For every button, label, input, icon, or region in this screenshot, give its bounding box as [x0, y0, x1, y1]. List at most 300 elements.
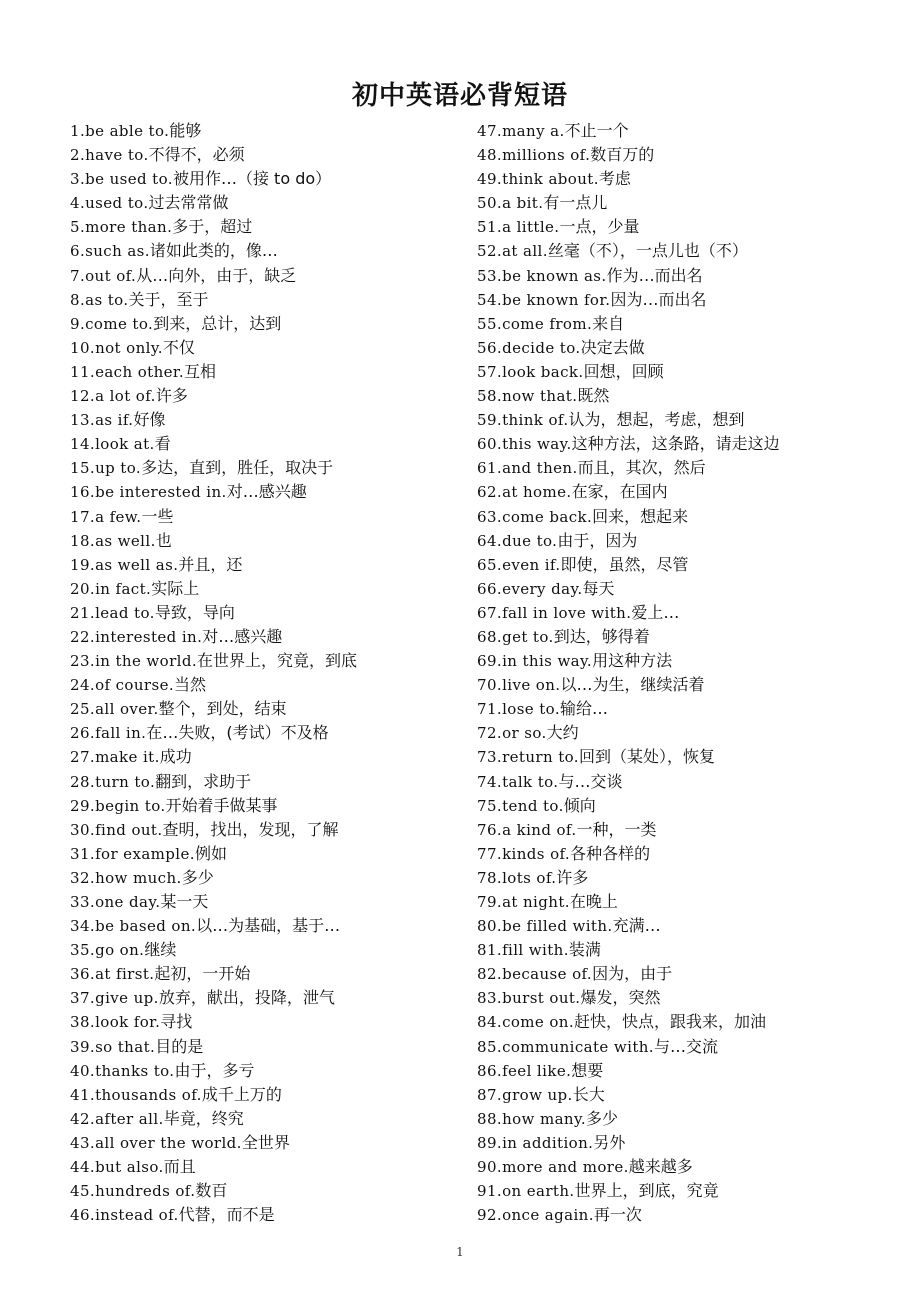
phrase-number: 48. — [477, 146, 503, 165]
phrase-english: so that. — [95, 1037, 156, 1056]
phrase-chinese: 全世界 — [241, 1132, 290, 1152]
phrase-chinese: 因为…而出名 — [610, 289, 707, 309]
phrase-item — [477, 1010, 897, 1034]
phrase-chinese: 成功 — [159, 747, 192, 767]
phrase-english: burst out. — [502, 989, 581, 1008]
phrase-english: but also. — [95, 1158, 164, 1177]
phrase-item — [70, 577, 470, 601]
page-number: 1 — [456, 1245, 464, 1259]
phrase-chinese: 既然 — [577, 386, 610, 406]
phrase-number: 81. — [477, 941, 503, 960]
phrase-english: a few. — [95, 507, 142, 526]
phrase-english: kinds of. — [502, 844, 571, 863]
phrase-item — [70, 553, 470, 577]
phrase-english: look for. — [95, 1013, 161, 1032]
phrase-item — [477, 553, 897, 577]
phrase-chinese: 放弃，献出，投降，泄气 — [158, 988, 335, 1008]
phrase-item — [70, 1155, 470, 1179]
phrase-item — [477, 938, 897, 962]
phrase-english: grow up. — [502, 1085, 573, 1104]
phrase-item — [477, 1107, 897, 1131]
phrase-number: 50. — [477, 194, 503, 213]
phrase-english: instead of. — [95, 1206, 179, 1225]
phrase-number: 7. — [70, 266, 86, 285]
phrase-chinese: 来自 — [592, 313, 625, 333]
phrase-number: 53. — [477, 266, 503, 285]
phrase-item — [477, 721, 897, 745]
phrase-chinese: 当然 — [174, 675, 207, 695]
phrase-item — [477, 143, 897, 167]
phrase-number: 56. — [477, 338, 503, 357]
phrase-item — [477, 1203, 897, 1227]
phrase-english: in this way. — [502, 652, 593, 671]
phrase-item — [70, 962, 470, 986]
phrase-english: be interested in. — [95, 483, 227, 502]
phrase-chinese: 在世界上，究竟，到底 — [197, 651, 358, 671]
phrase-chinese: 长大 — [572, 1084, 605, 1104]
phrase-english: thanks to. — [95, 1061, 175, 1080]
phrase-english: a bit. — [502, 194, 544, 213]
phrase-item — [70, 1179, 470, 1203]
phrase-item — [477, 480, 897, 504]
phrase-english: many a. — [502, 122, 565, 140]
phrase-number: 54. — [477, 290, 503, 309]
phrase-english: or so. — [502, 724, 547, 743]
phrase-item — [477, 1131, 897, 1155]
phrase-english: at night. — [502, 893, 570, 911]
phrase-number: 52. — [477, 242, 503, 261]
phrase-chinese: 看 — [154, 434, 171, 454]
phrase-english: be used to. — [85, 170, 173, 189]
phrase-english: all over the world. — [95, 1133, 242, 1152]
phrase-english: once again. — [502, 1206, 594, 1225]
phrase-chinese: 输给… — [560, 699, 609, 719]
phrase-english: be known for. — [502, 290, 611, 309]
phrase-chinese: 另外 — [593, 1132, 626, 1152]
phrase-chinese: 一些 — [141, 506, 174, 526]
phrase-number: 87. — [477, 1085, 503, 1104]
phrase-english: be based on. — [95, 917, 197, 936]
phrase-english: even if. — [502, 555, 561, 574]
phrase-english: interested in. — [95, 627, 203, 646]
phrase-number: 79. — [477, 893, 503, 911]
phrase-chinese: 某一天 — [160, 892, 209, 911]
phrase-chinese: 例如 — [194, 843, 227, 863]
phrase-english: get to. — [502, 627, 554, 646]
phrase-item — [70, 1035, 470, 1059]
phrase-english: for example. — [95, 844, 195, 863]
phrase-english: as to. — [85, 290, 129, 309]
phrase-chinese: 对…感兴趣 — [226, 482, 307, 502]
phrase-chinese: 由于，多亏 — [174, 1060, 255, 1080]
page-title: 初中英语必背短语 — [351, 81, 568, 111]
phrase-chinese: 爱上… — [631, 602, 680, 622]
phrase-item — [477, 770, 897, 794]
phrase-number: 68. — [477, 627, 503, 646]
phrase-english: turn to. — [95, 772, 156, 791]
phrase-item — [477, 312, 897, 336]
phrase-item — [70, 745, 470, 769]
phrase-number: 69. — [477, 652, 503, 671]
phrase-item — [477, 842, 897, 866]
phrase-chinese: 认为，想起，考虑，想到 — [568, 410, 745, 430]
phrase-english: in addition. — [502, 1133, 594, 1152]
phrase-english: hundreds of. — [95, 1182, 196, 1201]
phrase-number: 58. — [477, 387, 503, 406]
phrase-chinese: 关于，至于 — [128, 289, 209, 309]
phrase-item — [477, 745, 897, 769]
phrase-item — [477, 866, 897, 890]
phrase-number: 1. — [70, 122, 86, 140]
phrase-item — [70, 721, 470, 745]
phrase-chinese: 继续 — [144, 940, 177, 960]
phrase-number: 80. — [477, 917, 503, 936]
phrase-english: now that. — [502, 387, 578, 406]
phrase-item — [477, 697, 897, 721]
phrase-number: 9. — [70, 314, 86, 333]
phrase-english: millions of. — [502, 146, 591, 165]
phrase-item — [477, 529, 897, 553]
phrase-number: 4. — [70, 194, 86, 213]
phrase-number: 36. — [70, 965, 96, 984]
phrase-english: how many. — [502, 1109, 587, 1128]
phrase-english: after all. — [95, 1109, 164, 1128]
phrase-english: one day. — [95, 893, 161, 911]
phrase-item — [70, 529, 470, 553]
phrase-chinese: 即使，虽然，尽管 — [560, 554, 689, 574]
phrase-number: 39. — [70, 1037, 96, 1056]
phrase-item — [70, 167, 470, 191]
phrase-english: because of. — [502, 965, 593, 984]
phrase-chinese: 从…向外，由于，缺乏 — [136, 265, 297, 285]
phrase-number: 18. — [70, 531, 96, 550]
phrase-english: up to. — [95, 459, 142, 478]
phrase-number: 15. — [70, 459, 96, 478]
phrase-english: at home. — [502, 483, 572, 502]
phrase-chinese: 而且 — [163, 1157, 196, 1177]
phrase-english: come from. — [502, 314, 593, 333]
phrase-number: 61. — [477, 459, 503, 478]
phrase-item — [477, 264, 897, 288]
phrase-number: 34. — [70, 917, 96, 936]
phrase-number: 41. — [70, 1085, 96, 1104]
phrase-number: 38. — [70, 1013, 96, 1032]
phrase-chinese: 被用作…（接 to do） — [172, 169, 332, 189]
phrase-number: 84. — [477, 1013, 503, 1032]
phrase-item — [477, 384, 897, 408]
phrase-number: 31. — [70, 844, 96, 863]
phrase-number: 55. — [477, 314, 503, 333]
phrase-number: 3. — [70, 170, 86, 189]
phrase-english: not only. — [95, 338, 163, 357]
phrase-number: 43. — [70, 1133, 96, 1152]
phrase-english: look at. — [95, 435, 155, 454]
phrase-item — [477, 673, 897, 697]
phrase-number: 24. — [70, 676, 96, 695]
phrase-item — [70, 697, 470, 721]
phrase-item — [477, 191, 897, 215]
phrase-item — [70, 1131, 470, 1155]
phrase-item — [70, 625, 470, 649]
phrase-item — [70, 938, 470, 962]
phrase-item — [70, 842, 470, 866]
phrase-chinese: 能够 — [169, 121, 202, 140]
phrase-number: 26. — [70, 724, 96, 743]
phrase-number: 66. — [477, 579, 503, 598]
phrase-number: 8. — [70, 290, 86, 309]
phrase-item — [70, 649, 470, 673]
phrase-chinese: 以…为基础，基于… — [196, 916, 341, 936]
phrase-english: come on. — [502, 1013, 575, 1032]
phrase-item — [70, 408, 470, 432]
phrase-number: 40. — [70, 1061, 96, 1080]
phrase-chinese: 一种，一类 — [576, 819, 657, 839]
phrase-chinese: 与…交流 — [653, 1036, 718, 1056]
phrase-chinese: 在…失败，(考试）不及格 — [146, 723, 329, 743]
phrase-item — [477, 1155, 897, 1179]
phrase-chinese: 多少 — [181, 867, 214, 887]
phrase-item — [477, 408, 897, 432]
phrase-number: 20. — [70, 579, 96, 598]
phrase-item — [477, 794, 897, 818]
phrase-english: give up. — [95, 989, 159, 1008]
phrase-english: be known as. — [502, 266, 607, 285]
phrase-number: 13. — [70, 411, 96, 430]
phrase-item — [477, 1083, 897, 1107]
phrase-item — [70, 360, 470, 384]
phrase-chinese: 装满 — [568, 940, 601, 960]
phrase-number: 77. — [477, 844, 503, 863]
phrase-chinese: 毕竟，终究 — [163, 1108, 244, 1128]
phrase-chinese: 多少 — [586, 1108, 619, 1128]
phrase-english: a lot of. — [95, 387, 156, 406]
phrase-chinese: 倾向 — [563, 795, 596, 815]
phrase-chinese: 不仅 — [162, 337, 195, 357]
phrase-english: on earth. — [502, 1182, 575, 1201]
phrase-number: 29. — [70, 796, 96, 815]
phrase-chinese: 过去常常做 — [148, 193, 229, 213]
phrase-english: as if. — [95, 411, 134, 430]
phrase-item — [70, 866, 470, 890]
phrase-english: come back. — [502, 507, 593, 526]
phrase-chinese: 回到（某处），恢复 — [578, 747, 715, 767]
phrase-english: a kind of. — [502, 820, 577, 839]
phrase-item — [477, 336, 897, 360]
phrase-chinese: 这种方法，这条路，请走这边 — [571, 434, 780, 454]
phrase-english: think about. — [502, 170, 599, 189]
phrase-number: 22. — [70, 627, 96, 646]
phrase-item — [477, 505, 897, 529]
phrase-number: 70. — [477, 676, 503, 695]
phrase-item — [477, 432, 897, 456]
phrase-number: 2. — [70, 146, 86, 165]
phrase-number: 82. — [477, 965, 503, 984]
phrase-item — [477, 360, 897, 384]
phrase-item — [70, 264, 470, 288]
phrase-number: 57. — [477, 362, 503, 381]
phrase-item — [70, 770, 470, 794]
phrase-number: 35. — [70, 941, 96, 960]
phrase-english: a little. — [502, 218, 560, 237]
phrase-number: 46. — [70, 1206, 96, 1225]
phrase-number: 65. — [477, 555, 503, 574]
phrase-chinese: 起初，一开始 — [154, 964, 251, 984]
phrase-item — [477, 456, 897, 480]
phrase-number: 71. — [477, 700, 503, 719]
phrase-chinese: 互相 — [184, 361, 217, 381]
phrase-column-right — [477, 119, 897, 1227]
phrase-chinese: 一点，少量 — [559, 217, 640, 237]
phrase-item — [70, 1203, 470, 1227]
phrase-english: as well. — [95, 531, 156, 550]
phrase-item — [477, 577, 897, 601]
phrase-item — [70, 986, 470, 1010]
phrase-english: talk to. — [502, 772, 559, 791]
phrase-number: 19. — [70, 555, 96, 574]
phrase-chinese: 由于，因为 — [557, 530, 638, 550]
phrase-chinese: 世界上，到底，究竟 — [574, 1181, 719, 1201]
phrase-item — [477, 649, 897, 673]
phrase-item — [70, 215, 470, 239]
phrase-number: 83. — [477, 989, 503, 1008]
phrase-number: 73. — [477, 748, 503, 767]
phrase-chinese: 实际上 — [151, 578, 200, 598]
phrase-chinese: 好像 — [133, 410, 166, 430]
phrase-chinese: 丝毫（不），一点儿也（不） — [547, 241, 748, 261]
phrase-number: 5. — [70, 218, 86, 237]
phrase-item — [70, 336, 470, 360]
phrase-english: at first. — [95, 965, 155, 984]
phrase-chinese: 大约 — [546, 723, 579, 743]
phrase-number: 27. — [70, 748, 96, 767]
phrase-chinese: 有一点儿 — [543, 193, 608, 213]
phrase-chinese: 在晚上 — [569, 892, 618, 911]
phrase-chinese: 翻到，求助于 — [155, 771, 252, 791]
phrase-number: 11. — [70, 362, 96, 381]
phrase-english: go on. — [95, 941, 145, 960]
phrase-number: 45. — [70, 1182, 96, 1201]
phrase-number: 42. — [70, 1109, 96, 1128]
phrase-chinese: 数百万的 — [590, 145, 655, 165]
phrase-item — [477, 1179, 897, 1203]
phrase-english: thousands of. — [95, 1085, 202, 1104]
phrase-chinese: 目的是 — [155, 1036, 204, 1056]
phrase-number: 76. — [477, 820, 503, 839]
phrase-item — [477, 914, 897, 938]
phrase-english: all over. — [95, 700, 159, 719]
phrase-english: find out. — [95, 820, 163, 839]
phrase-number: 67. — [477, 603, 503, 622]
phrase-number: 14. — [70, 435, 96, 454]
phrase-chinese: 各种各样的 — [570, 843, 651, 863]
phrase-item — [70, 432, 470, 456]
phrase-item — [70, 794, 470, 818]
phrase-chinese: 并且，还 — [178, 554, 243, 574]
phrase-item — [70, 119, 470, 143]
phrase-english: such as. — [85, 242, 150, 261]
phrase-number: 25. — [70, 700, 96, 719]
phrase-chinese: 想要 — [571, 1060, 604, 1080]
phrase-english: tend to. — [502, 796, 564, 815]
phrase-item — [477, 119, 897, 143]
phrase-chinese: 与…交谈 — [558, 771, 623, 791]
phrase-chinese: 寻找 — [160, 1012, 193, 1032]
phrase-number: 64. — [477, 531, 503, 550]
phrase-chinese: 导致，导向 — [154, 602, 235, 622]
phrase-english: of course. — [95, 676, 175, 695]
phrase-english: begin to. — [95, 796, 166, 815]
phrase-chinese: 爆发，突然 — [580, 988, 661, 1008]
phrase-english: lose to. — [502, 700, 560, 719]
phrase-number: 62. — [477, 483, 503, 502]
phrase-english: fill with. — [502, 941, 569, 960]
phrase-item — [477, 215, 897, 239]
phrase-chinese: 许多 — [155, 386, 188, 406]
phrase-number: 88. — [477, 1109, 503, 1128]
phrase-item — [70, 1059, 470, 1083]
phrase-item — [70, 890, 470, 914]
phrase-chinese: 对…感兴趣 — [202, 626, 283, 646]
phrase-item — [477, 890, 897, 914]
phrase-number: 74. — [477, 772, 503, 791]
phrase-item — [70, 384, 470, 408]
phrase-english: live on. — [502, 676, 561, 695]
phrase-english: each other. — [95, 362, 184, 381]
phrase-chinese: 到来，总计，达到 — [153, 313, 282, 333]
phrase-item — [70, 191, 470, 215]
phrase-english: make it. — [95, 748, 160, 767]
phrase-english: in the world. — [95, 652, 198, 671]
phrase-number: 85. — [477, 1037, 503, 1056]
phrase-chinese: 多达，直到，胜任，取决于 — [141, 458, 334, 478]
phrase-english: in fact. — [95, 579, 152, 598]
phrase-number: 91. — [477, 1182, 503, 1201]
phrase-chinese: 再一次 — [593, 1205, 642, 1225]
phrase-english: fall in. — [95, 724, 147, 743]
phrase-chinese: 回想，回顾 — [583, 361, 664, 381]
phrase-item — [477, 167, 897, 191]
phrase-item — [70, 818, 470, 842]
phrase-number: 89. — [477, 1133, 503, 1152]
phrase-english: lead to. — [95, 603, 155, 622]
phrase-item — [70, 1107, 470, 1131]
phrase-english: this way. — [502, 435, 572, 454]
phrase-chinese: 而且，其次，然后 — [577, 458, 706, 478]
phrase-chinese: 考虑 — [598, 169, 631, 189]
phrase-chinese: 不得不，必须 — [148, 145, 245, 165]
phrase-number: 44. — [70, 1158, 96, 1177]
phrase-number: 10. — [70, 338, 96, 357]
phrase-column-left — [70, 119, 470, 1227]
phrase-number: 78. — [477, 868, 503, 887]
phrase-english: fall in love with. — [502, 603, 632, 622]
phrase-english: think of. — [502, 411, 569, 430]
phrase-chinese: 也 — [155, 530, 172, 550]
phrase-chinese: 开始着手做某事 — [165, 795, 278, 815]
phrase-english: and then. — [502, 459, 578, 478]
phrase-english: have to. — [85, 146, 149, 165]
phrase-english: due to. — [502, 531, 558, 550]
phrase-english: out of. — [85, 266, 137, 285]
phrase-number: 90. — [477, 1158, 503, 1177]
phrase-chinese: 成千上万的 — [201, 1084, 282, 1104]
phrase-number: 37. — [70, 989, 96, 1008]
phrase-number: 30. — [70, 820, 96, 839]
phrase-english: at all. — [502, 242, 548, 261]
phrase-number: 59. — [477, 411, 503, 430]
phrase-number: 16. — [70, 483, 96, 502]
phrase-item — [477, 288, 897, 312]
